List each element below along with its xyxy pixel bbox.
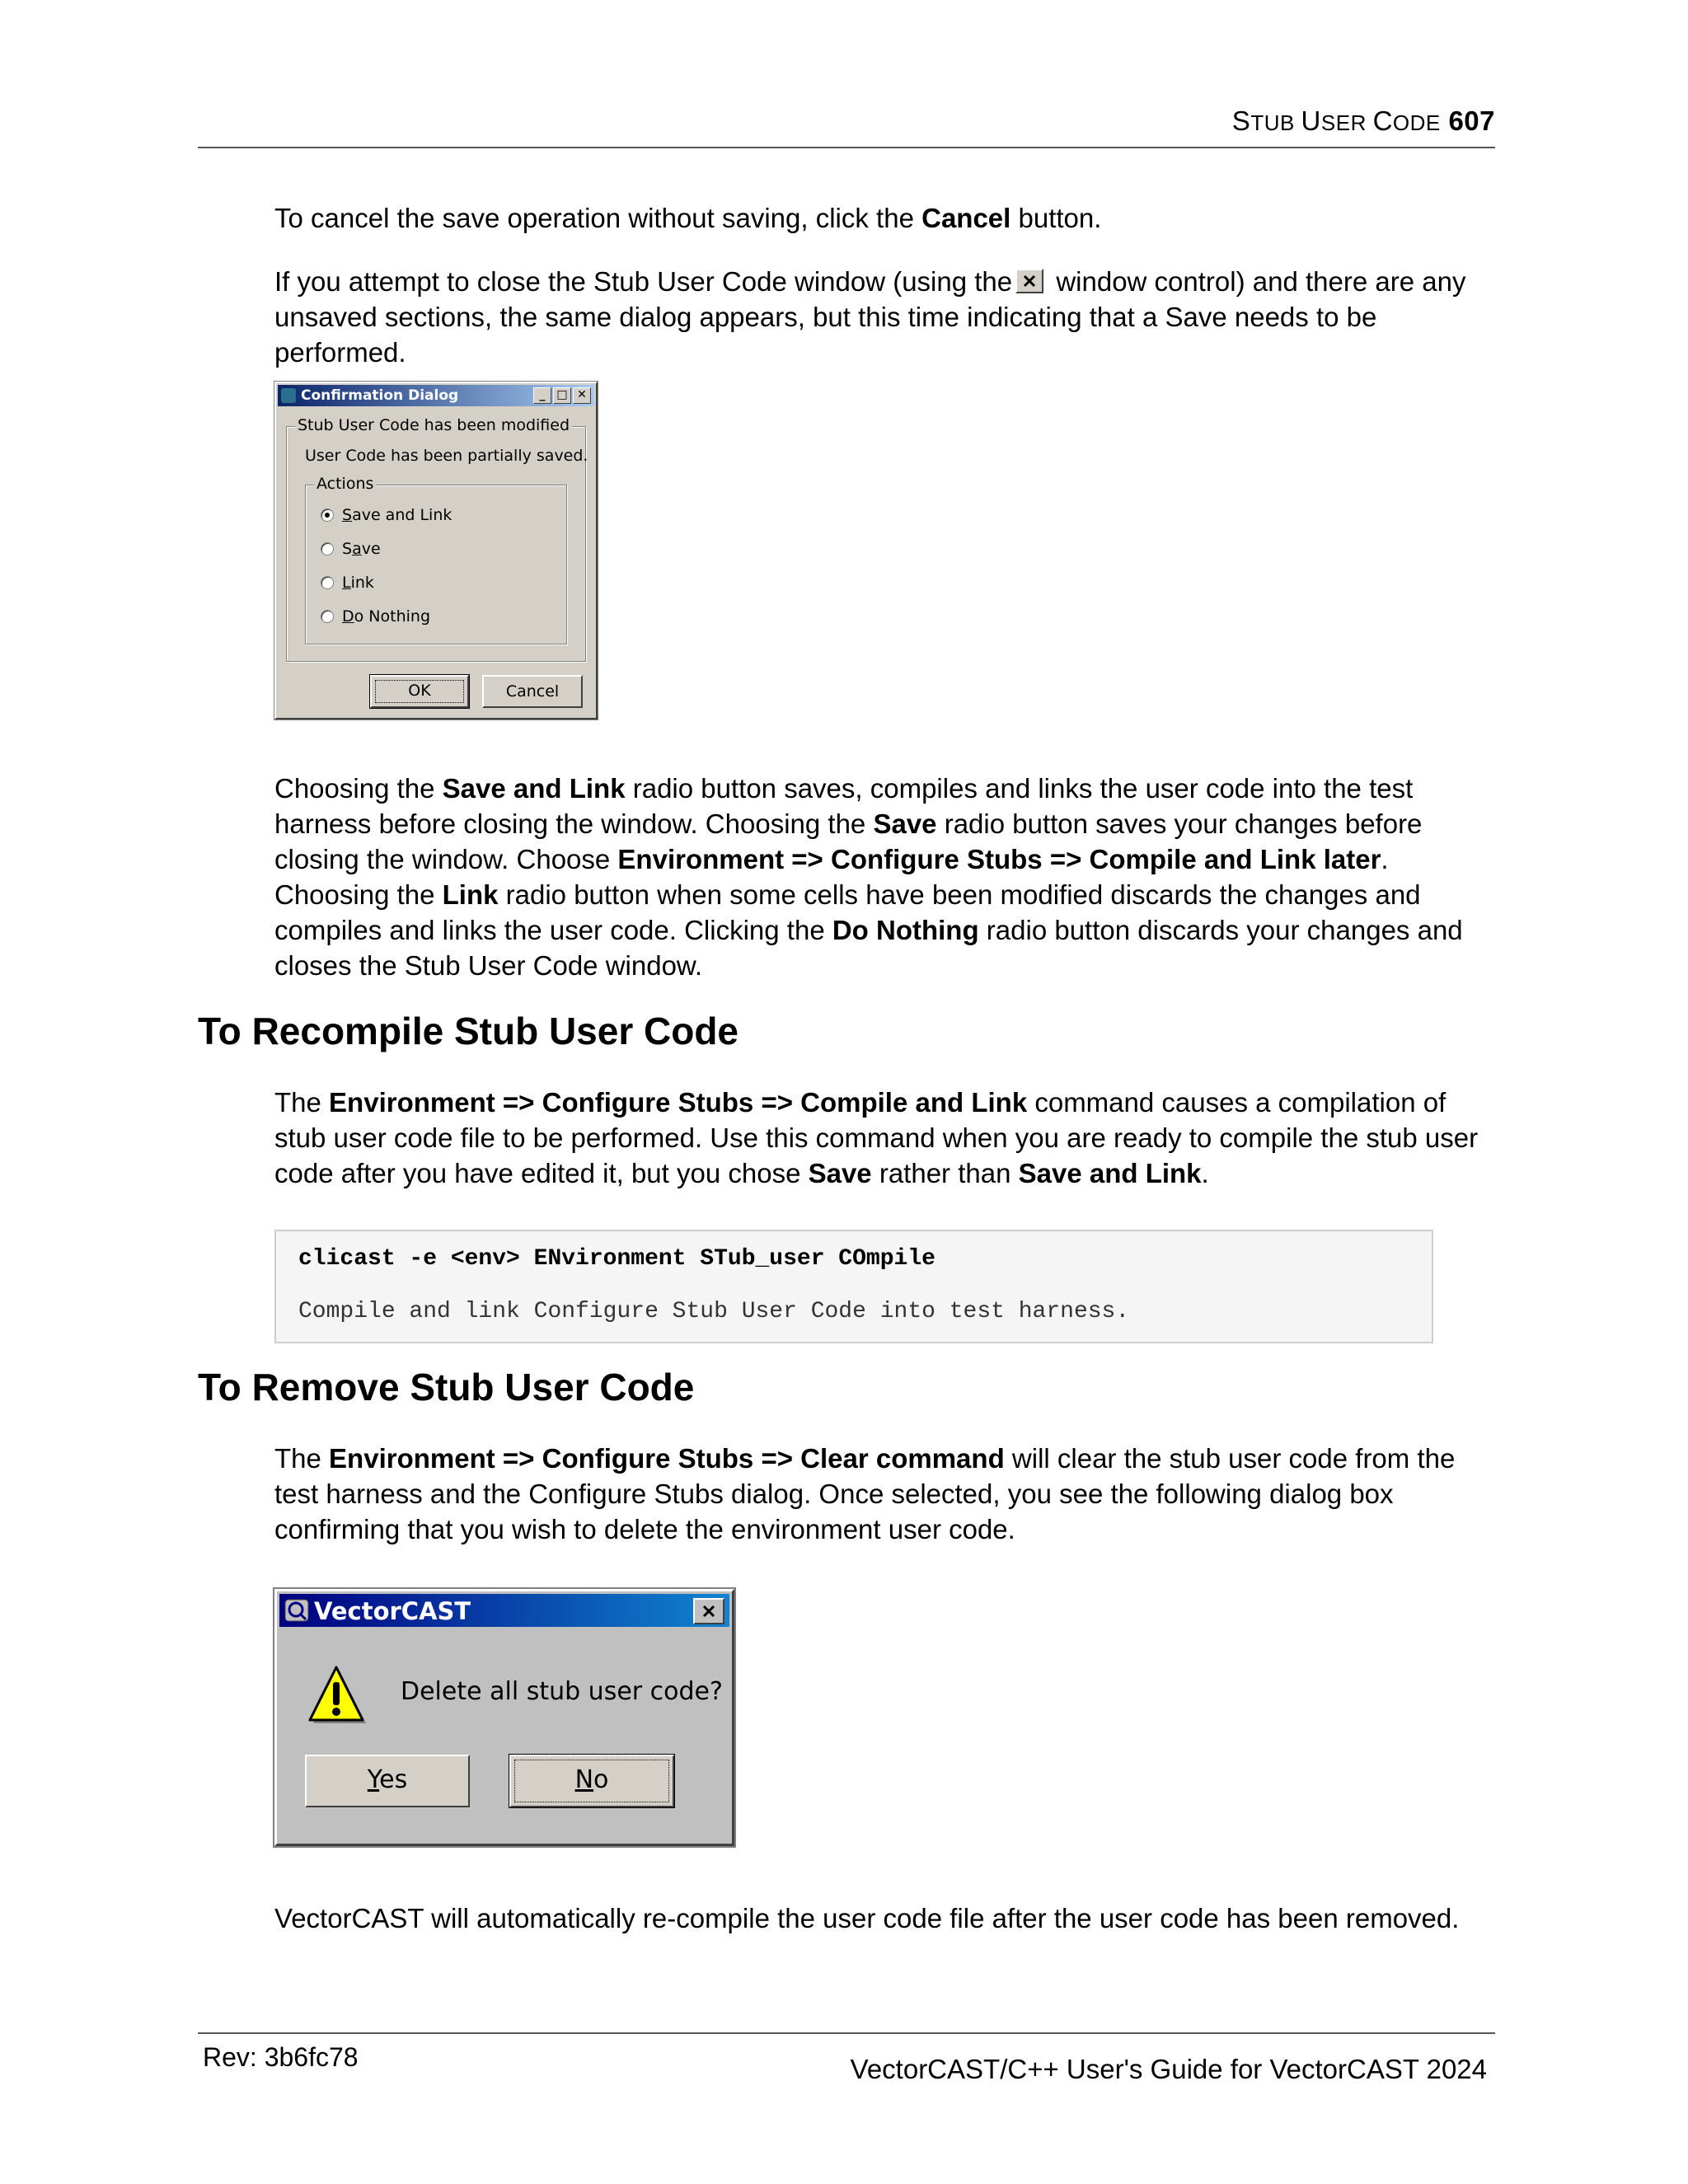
- label-rest: o: [593, 1765, 609, 1794]
- text-run: command causes a compilation of stub user code file to be performed. Use this command when you are ready to compile the stub user code after you have edited it, but you chose: [274, 1087, 1479, 1188]
- dialog-title: VectorCAST: [314, 1597, 471, 1625]
- code-description: Compile and link Configure Stub User Code into test harness.: [298, 1299, 1130, 1324]
- mnemonic: a: [352, 540, 362, 558]
- text-run: radio button saves your changes before closing the window. Choose: [274, 808, 1423, 874]
- running-header: [1232, 105, 1495, 137]
- page-header: [198, 105, 1495, 148]
- radio-save-and-link[interactable]: [321, 505, 452, 525]
- radio-indicator[interactable]: [321, 576, 334, 589]
- radio-indicator[interactable]: [321, 542, 334, 555]
- remove-paragraph: [274, 1441, 1503, 1547]
- modified-group-label: Stub User Code has been modified: [295, 416, 572, 434]
- minimize-icon[interactable]: _: [533, 387, 551, 404]
- bold-run: Save and Link: [442, 773, 626, 804]
- label-rest: ve: [361, 540, 381, 558]
- actions-group-label: Actions: [314, 475, 376, 493]
- status-text: User Code has been partially saved.: [305, 447, 588, 465]
- bold-run: Save: [808, 1158, 872, 1188]
- header-title-c: C: [1372, 105, 1393, 136]
- bold-run: Environment => Configure Stubs => Compile and Link: [329, 1087, 1028, 1118]
- text-run: .: [1201, 1158, 1209, 1188]
- page-number: 607: [1448, 105, 1495, 136]
- radio-label: [342, 607, 430, 626]
- yes-button[interactable]: [305, 1755, 470, 1807]
- cancel-label: Cancel: [505, 682, 560, 701]
- app-icon: [281, 388, 296, 403]
- radio-do-nothing[interactable]: [321, 607, 430, 626]
- mnemonic: D: [342, 607, 354, 626]
- mnemonic: Y: [367, 1765, 380, 1794]
- mnemonic: L: [342, 574, 351, 592]
- label-rest: es: [379, 1765, 408, 1794]
- text-run: radio button discards your changes and closes the Stub User Code window.: [274, 915, 1463, 981]
- text-run: window control) and there are any unsaved sections, the same dialog appears, but this time indicating that a Save needs to be performed.: [274, 266, 1466, 368]
- header-title-ode: ODE: [1392, 110, 1441, 135]
- window-close-icon: [1015, 269, 1043, 293]
- text-run: The: [274, 1443, 330, 1474]
- cancel-button[interactable]: [482, 675, 583, 708]
- focus-rect: [375, 680, 464, 703]
- radio-indicator[interactable]: [321, 610, 334, 623]
- bold-run: Environment => Configure Stubs => Compile and Link later: [617, 844, 1381, 874]
- radio-label: [342, 506, 452, 524]
- ok-button[interactable]: [370, 675, 469, 708]
- choosing-paragraph: [274, 771, 1503, 983]
- dialog-title: Confirmation Dialog: [301, 387, 459, 404]
- bold-run: Cancel: [921, 203, 1011, 233]
- close-paragraph: [274, 264, 1503, 370]
- recompile-heading: To Recompile Stub User Code: [198, 1010, 739, 1052]
- dialog-message: Delete all stub user code?: [401, 1677, 723, 1706]
- header-title-s: S: [1231, 105, 1251, 136]
- mnemonic: N: [574, 1765, 594, 1794]
- radio-label: [342, 540, 381, 558]
- code-block: [274, 1230, 1433, 1343]
- actions-group: [305, 475, 567, 644]
- guide-title: VectorCAST/C++ User's Guide for VectorCAST 2024: [850, 2054, 1487, 2084]
- closing-paragraph: VectorCAST will automatically re-compile the user code file after the user code has been removed.: [274, 1903, 1460, 1933]
- maximize-icon[interactable]: □: [553, 387, 571, 404]
- text-run: button.: [1010, 203, 1102, 233]
- bold-run: Save and Link: [1018, 1158, 1202, 1188]
- text-run: Choosing the: [274, 773, 443, 804]
- confirmation-dialog: [274, 382, 598, 719]
- close-icon[interactable]: ✕: [573, 387, 591, 404]
- recompile-paragraph: [274, 1085, 1503, 1191]
- text-run: will clear the stub user code from the test harness and the Configure Stubs dialog. Once selected, you see the following dialog box confirming that you wish to delete the environment user code.: [274, 1443, 1456, 1544]
- radio-link[interactable]: [321, 573, 374, 593]
- warning-icon: [307, 1664, 369, 1730]
- label-rest: o Nothing: [354, 607, 431, 626]
- text-run: radio button saves, compiles and links the user code into the test harness before closing the window. Choosing the: [274, 773, 1414, 839]
- bold-run: Environment => Configure Stubs => Clear command: [329, 1443, 1005, 1474]
- mnemonic: S: [342, 506, 353, 524]
- text-run: The: [274, 1087, 330, 1118]
- no-button[interactable]: [509, 1755, 674, 1807]
- label-pre: S: [342, 540, 353, 558]
- remove-heading: To Remove Stub User Code: [198, 1366, 695, 1408]
- focus-rect: [514, 1760, 669, 1802]
- text-run: rather than: [871, 1158, 1019, 1188]
- vectorcast-dialog: [274, 1589, 734, 1846]
- text-run: If you attempt to close the Stub User Code window (using the: [274, 266, 1013, 297]
- modified-group: [286, 416, 588, 662]
- header-title-ser: SER: [1320, 110, 1373, 135]
- bold-run: Do Nothing: [832, 915, 979, 945]
- radio-indicator[interactable]: [321, 509, 334, 522]
- revision-label: Rev: 3b6fc78: [203, 2042, 359, 2072]
- dialog-titlebar: [278, 385, 594, 406]
- close-icon[interactable]: [693, 1598, 724, 1624]
- label-rest: ink: [350, 574, 374, 592]
- vectorcast-app-icon: [284, 1599, 309, 1622]
- ok-label: OK: [408, 682, 431, 700]
- page-footer: [198, 2032, 1495, 2084]
- label-rest: ave and Link: [352, 506, 452, 524]
- header-title-u: U: [1301, 105, 1321, 136]
- code-command: clicast -e <env> ENvironment STub_user COmpile: [298, 1246, 935, 1272]
- header-title-tub: TUB: [1250, 110, 1301, 135]
- text-run: radio button when some cells have been modified discards the changes and compiles and links the user code. Clicking the: [274, 879, 1421, 945]
- text-run: To cancel the save operation without saving, click the: [274, 203, 922, 233]
- radio-label: [342, 574, 374, 592]
- cancel-paragraph: [274, 200, 1503, 236]
- dialog-titlebar: [279, 1594, 729, 1627]
- bold-run: Link: [442, 879, 499, 910]
- text-run: . Choosing the: [274, 844, 1389, 910]
- bold-run: Save: [873, 808, 937, 839]
- radio-save[interactable]: [321, 539, 381, 559]
